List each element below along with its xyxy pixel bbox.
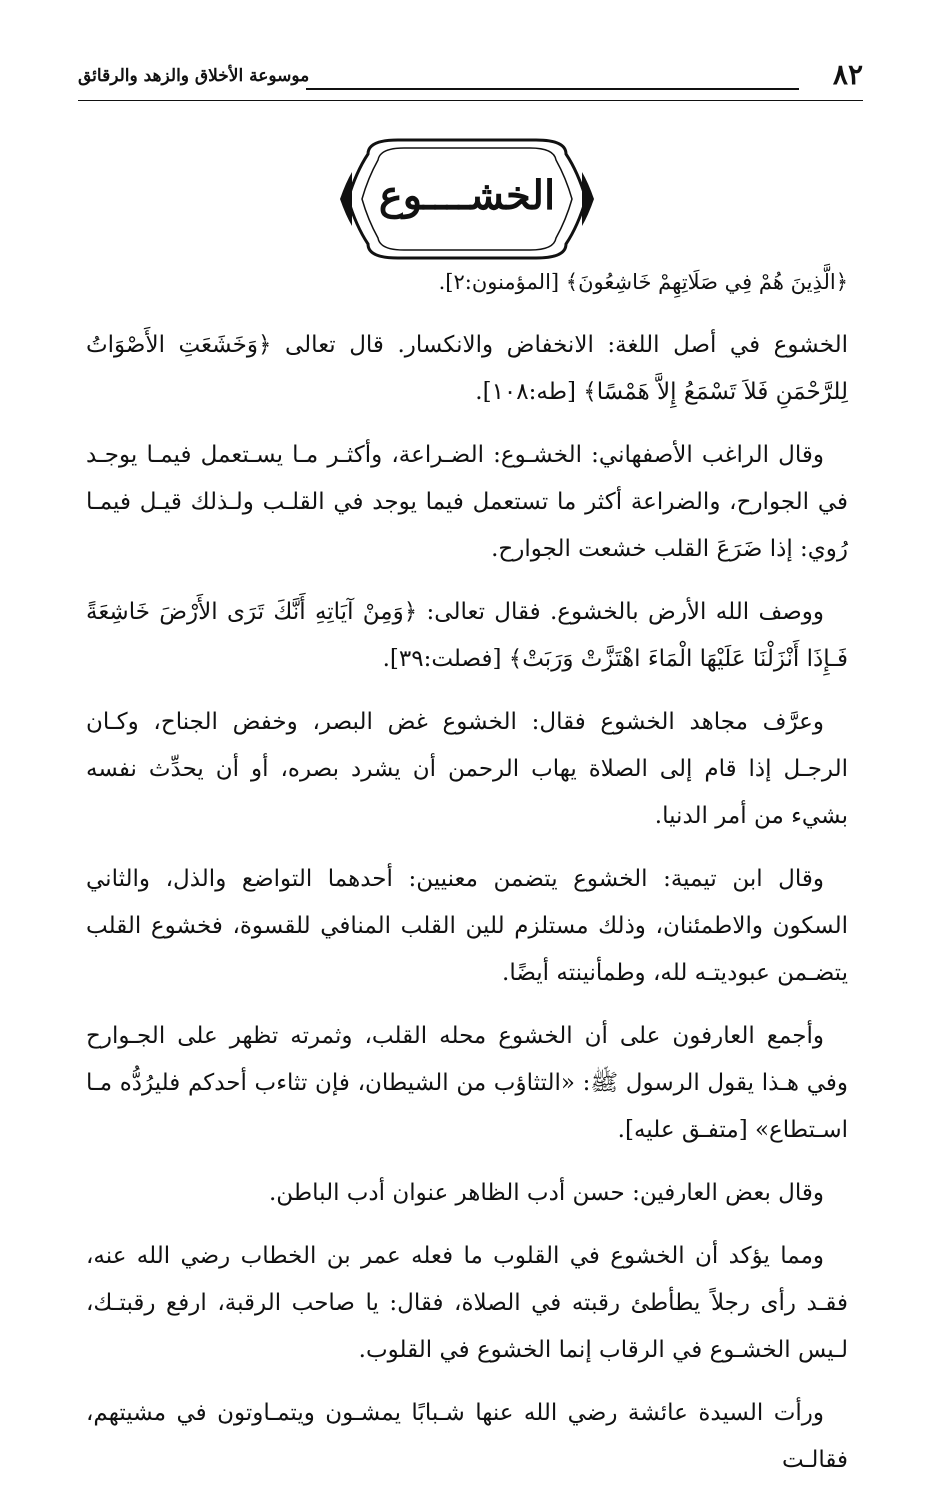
header-rule xyxy=(306,88,799,90)
chapter-title: الخشــــوع xyxy=(378,172,556,219)
paragraph-aisha: ورأت السيدة عائشة رضي الله عنها شـبابًا يمشـون ويتمـاوتون في مشيتهم، فقالـت xyxy=(86,1400,848,1473)
paragraph-mujahid: وعرَّف مجاهد الخشوع فقال: الخشوع غض البصر، وخفض الجناح، وكـان الرجـل إذا قام إلى الصلاة يهاب الرحمن أن يشرد بصره، أو أن يحدِّث نفسه بشيء من أمر الدنيا. xyxy=(86,709,848,829)
paragraph-saying: وقال بعض العارفين: حسن أدب الظاهر عنوان أدب الباطن. xyxy=(269,1180,824,1206)
paragraph-consensus: وأجمع العارفون على أن الخشوع محله القلب، وثمرته تظهر على الجـوارح وفي هـذا يقول الرسول ﷺ: «التثاؤب من الشيطان، فإن تثاءب أحدكم فليرُدُّه مـا اسـتطاع» [متفـق عليه]. xyxy=(86,1023,848,1143)
page-header xyxy=(78,58,863,98)
page-body xyxy=(86,262,848,1500)
paragraph-linguistic-definition: الخشوع في أصل اللغة: الانخفاض والانكسار. قال تعالى ﴿وَخَشَعَتِ الأَصْوَاتُ لِلرَّحْمَنِ فَلاَ تَسْمَعُ إِلاَّ هَمْسًا﴾ [طه:١٠٨]. xyxy=(86,332,848,405)
paragraph-earth-humility: ووصف الله الأرض بالخشوع. فقال تعالى: ﴿وَمِنْ آيَاتِهِ أَنَّكَ تَرَى الأَرْضَ خَاشِعَةً فَـإِذَا أَنْزَلْنَا عَلَيْهَا الْمَاءَ اهْتَزَّتْ وَرَبَتْ﴾ [فصلت:٣٩]. xyxy=(86,599,848,672)
running-title: موسوعة الأخلاق والزهد والرقائق xyxy=(78,66,310,86)
paragraph-raghib: وقال الراغب الأصفهاني: الخشـوع: الضـراعة، وأكثـر مـا يسـتعمل فيمـا يوجـد في الجوارح، والضراعة أكثر ما تستعمل فيما يوجد في القلـب ولـذلك قيـل فيمـا رُوي: إذا ضَرَعَ القلب خشعت الجوارح. xyxy=(86,442,848,562)
header-divider xyxy=(78,100,863,101)
quran-verse-paragraph: ﴿الَّذِينَ هُمْ فِي صَلَاتِهِمْ خَاشِعُونَ﴾ [المؤمنون:٢]. xyxy=(438,270,848,294)
paragraph-umar: ومما يؤكد أن الخشوع في القلوب ما فعله عمر بن الخطاب رضي الله عنه، فقـد رأى رجلاً يطأطئ رقبته في الصلاة، فقال: يا صاحب الرقبة، ارفع رقبتـك، لـيس الخشـوع في الرقاب إنما الخشوع في القلوب. xyxy=(86,1243,848,1363)
chapter-title-frame xyxy=(338,132,596,266)
page-number: ٨٢ xyxy=(832,58,863,91)
paragraph-ibn-taymiyyah: وقال ابن تيمية: الخشوع يتضمن معنيين: أحدهما التواضع والذل، والثاني السكون والاطمئنان، وذلك مستلزم للين القلب المنافي للقسوة، فخشوع القلب يتضـمن عبوديتـه لله، وطمأنينته أيضًا. xyxy=(86,866,848,986)
